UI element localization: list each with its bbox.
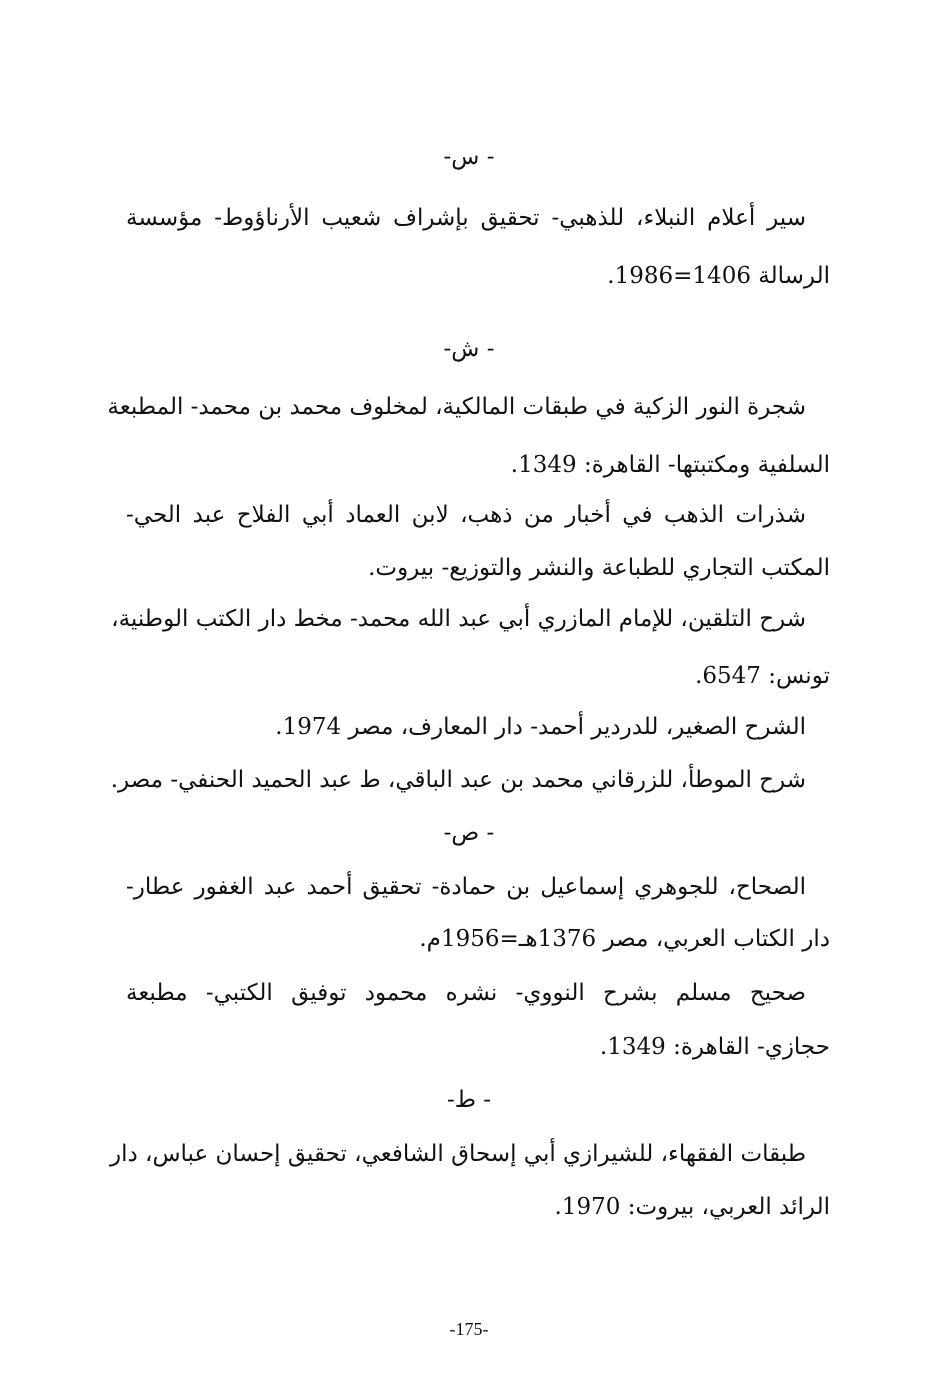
entry-line: طبقات الفقهاء، للشيرازي أبي إسحاق الشافعي، تحقيق إحسان عباس، دار (110, 1141, 806, 1167)
entry-line: شجرة النور الزكية في طبقات المالكية، لمخلوف محمد بن محمد- المطبعة (107, 394, 806, 420)
entry-line: الرسالة 1406=1986. (607, 263, 830, 289)
entry-line: المكتب التجاري للطباعة والنشر والتوزيع- بيروت. (368, 555, 830, 581)
entry-line: السلفية ومكتبتها- القاهرة: 1349. (510, 452, 830, 478)
entry-line: الصحاح، للجوهري إسماعيل بن حمادة- تحقيق أحمد عبد الغفور عطار- (126, 874, 806, 900)
entry-line: شرح الموطأ، للزرقاني محمد بن عبد الباقي، ط عبد الحميد الحنفي- مصر. (110, 767, 806, 793)
entry-line: الشرح الصغير، للدردير أحمد- دار المعارف، مصر 1974. (275, 714, 806, 740)
entry-line: دار الكتاب العربي، مصر 1376هـ=1956م. (419, 926, 830, 952)
section-heading-sad: - ص- (443, 820, 495, 846)
entry-line: حجازي- القاهرة: 1349. (599, 1034, 830, 1060)
page-number: -175- (449, 1319, 489, 1339)
section-heading-ta: - ط- (446, 1087, 492, 1113)
entry-line: شرح التلقين، للإمام المازري أبي عبد الله محمد- مخط دار الكتب الوطنية، (111, 606, 806, 632)
entry-line: سير أعلام النبلاء، للذهبي- تحقيق بإشراف شعيب الأرناؤوط- مؤسسة (126, 205, 806, 231)
entry-line: تونس: 6547. (695, 663, 830, 689)
entry-line: الرائد العربي، بيروت: 1970. (554, 1194, 830, 1220)
entry-line: صحيح مسلم بشرح النووي- نشره محمود توفيق الكتبي- مطبعة (126, 980, 806, 1006)
section-heading-shin: - ش- (443, 336, 495, 362)
section-heading-sin: - س- (443, 144, 495, 170)
entry-line: شذرات الذهب في أخبار من ذهب، لابن العماد أبي الفلاح عبد الحي- (126, 502, 806, 528)
